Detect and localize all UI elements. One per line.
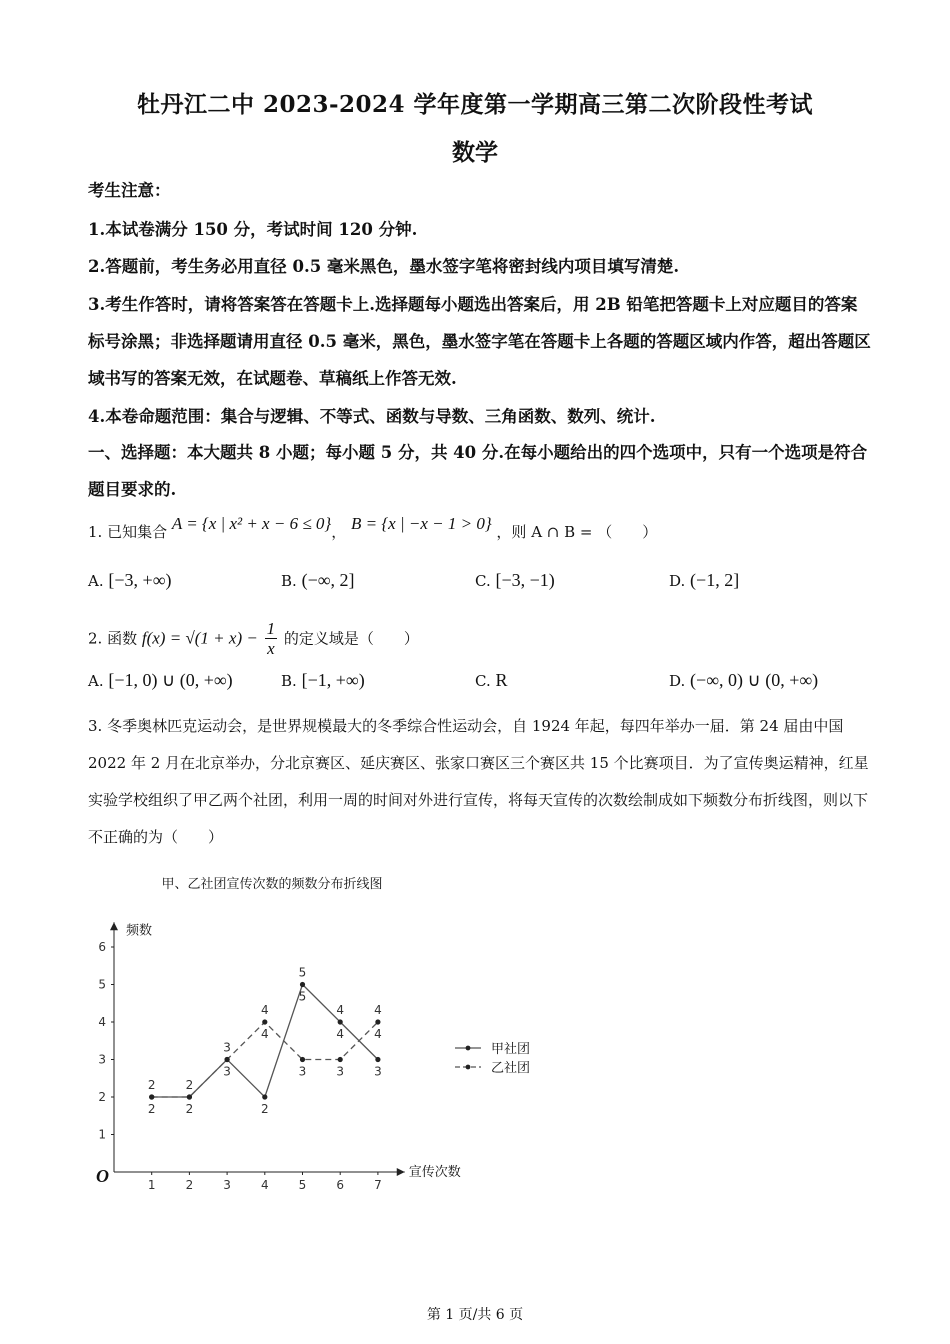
legend-yi-marker: [466, 1065, 471, 1070]
y-tick-label: 3: [98, 1052, 106, 1067]
x-axis-label: 宣传次数: [408, 1165, 461, 1180]
series-jia-label: 3: [223, 1040, 231, 1055]
notice-item-3: 3.考生作答时，请将答案答在答题卡上.选择题每小题选出答案后，用 2B 铅笔把答题卡上对应题目的答案标号涂黑；非选择题请用直径 0.5 毫米，黑色，墨水签字笔在答题卡上各题的答题区域内作答，超出答题区域书写的答案无效，在试题卷、草稿纸上作答无效.: [88, 295, 871, 388]
series-yi-point: [225, 1057, 230, 1062]
series-yi-point: [187, 1094, 192, 1099]
series-yi-label: 4: [374, 1003, 382, 1017]
y-axis-label: 频数: [126, 923, 153, 939]
q1-option-a[interactable]: A. [−3, +∞): [88, 570, 172, 590]
series-jia-label: 2: [260, 1102, 269, 1116]
series-jia-label: 4: [336, 1003, 345, 1017]
notice-heading: 考生注意：: [88, 181, 171, 200]
series-yi-label: 2: [185, 1102, 194, 1116]
x-tick-label: 3: [223, 1178, 231, 1192]
legend-yi-label: 乙社团: [491, 1061, 531, 1076]
series-jia-label: 5: [298, 965, 307, 980]
q2-fraction: [265, 620, 278, 659]
exam-subject: 数学: [452, 139, 498, 166]
q2-option-b[interactable]: B. [−1, +∞): [281, 670, 365, 690]
chart-legend: [455, 1041, 530, 1076]
q1-option-b[interactable]: B. (−∞, 2]: [281, 570, 355, 590]
notice-item-1: 1.本试卷满分 150 分，考试时间 120 分钟.: [88, 220, 418, 239]
chart-title: 甲、乙社团宣传次数的频数分布折线图: [161, 877, 383, 892]
q1-prefix: 1. 已知集合: [88, 523, 168, 541]
series-yi-label: 3: [336, 1064, 345, 1079]
series-jia-label: 3: [374, 1064, 382, 1079]
q1-set-b: B = {x | −x − 1 > 0}: [351, 514, 492, 533]
q2-option-c[interactable]: C. R: [475, 670, 508, 690]
notice-item-2: 2.答题前，考生务必用直径 0.5 毫米黑色，墨水签字笔将密封线内项目填写清楚.: [88, 257, 680, 276]
series-yi-point: [149, 1094, 154, 1099]
question-2: [88, 620, 419, 659]
q2-tail: 的定义域是（ ）: [283, 629, 419, 648]
series-yi-label: 3: [223, 1064, 231, 1079]
q2-option-d[interactable]: D. (−∞, 0) ∪ (0, +∞): [669, 670, 819, 690]
series-jia-label: 2: [185, 1078, 194, 1092]
y-tick-label: 2: [98, 1090, 106, 1104]
series-jia-point: [375, 1057, 380, 1062]
frequency-line-chart: [0, 860, 950, 1200]
question-1: [88, 514, 658, 542]
series-yi-point: [338, 1057, 343, 1062]
exam-title: 牡丹江二中 2023-2024 学年度第一学期高三第二次阶段性考试: [136, 91, 814, 118]
notice-item-4: 4.本卷命题范围：集合与逻辑、不等式、函数与导数、三角函数、数列、统计.: [88, 407, 656, 426]
q2-function: f(x) = √(1 + x) −: [141, 628, 258, 648]
series-yi-label: 4: [374, 1027, 382, 1041]
series-yi-point: [262, 1019, 267, 1024]
series-jia-label: 2: [147, 1078, 156, 1092]
x-tick-label: 6: [336, 1178, 345, 1192]
series-yi-point: [300, 1057, 305, 1062]
legend-jia-label: 甲社团: [491, 1042, 531, 1057]
page-footer: 第 1 页/共 6 页: [426, 1307, 524, 1323]
series-jia-point: [300, 982, 305, 987]
series-yi-label: 4: [260, 1027, 269, 1041]
series-jia-label: 4: [336, 1027, 345, 1041]
section-heading: 一、选择题：本大题共 8 小题；每小题 5 分，共 40 分.在每小题给出的四个选项中，只有一个选项是符合题目要求的.: [88, 443, 868, 499]
series-jia-point: [262, 1094, 267, 1099]
legend-jia-marker: [466, 1046, 471, 1051]
q2-frac-den: x: [267, 639, 275, 658]
origin-label: O: [96, 1166, 109, 1186]
series-yi-label: 4: [260, 1003, 269, 1017]
series-jia-label: 5: [298, 989, 307, 1004]
q2-prefix: 2. 函数: [88, 629, 138, 648]
x-tick-label: 4: [260, 1178, 269, 1192]
series-yi-label: 2: [147, 1102, 156, 1116]
x-tick-label: 1: [147, 1178, 156, 1192]
q1-sep: ，: [331, 523, 347, 541]
y-tick-label: 4: [98, 1015, 106, 1029]
q2-frac-num: 1: [266, 619, 276, 638]
x-tick-label: 5: [298, 1178, 307, 1192]
q1-set-a: A = {x | x² + x − 6 ≤ 0}: [171, 514, 332, 533]
x-tick-label: 2: [185, 1178, 194, 1192]
chart-series: [148, 966, 382, 1117]
q1-option-d[interactable]: D. (−1, 2]: [669, 570, 740, 590]
x-axis-arrow: [397, 1168, 405, 1176]
series-yi-point: [375, 1019, 380, 1024]
series-jia-point: [338, 1019, 343, 1024]
q1-option-c[interactable]: C. [−3, −1): [475, 570, 555, 590]
q2-option-a[interactable]: A. [−1, 0) ∪ (0, +∞): [88, 670, 233, 690]
question-3: 3. 冬季奥林匹克运动会，是世界规模最大的冬季综合性运动会，自 1924 年起，每四年举办一届．第 24 届由中国 2022 年 2 月在北京举办，分北京赛区、延庆赛区、张家口赛区三个赛区共 15 个比赛项目．为了宣传奥运精神，红星实验学校组织了甲乙两个社团，利用一周的时间对外进行宣传，将每天宣传的次数绘制成如下频数分布折线图，则以下不正确的为（ ）: [88, 717, 869, 846]
y-axis-arrow: [110, 922, 118, 930]
y-tick-label: 1: [98, 1127, 106, 1142]
x-tick-label: 7: [374, 1178, 382, 1192]
q1-tail: ，则 A ∩ B = （ ）: [496, 523, 658, 541]
y-tick-label: 6: [98, 940, 106, 954]
series-yi-label: 3: [298, 1064, 307, 1079]
y-tick-label: 5: [98, 977, 106, 992]
